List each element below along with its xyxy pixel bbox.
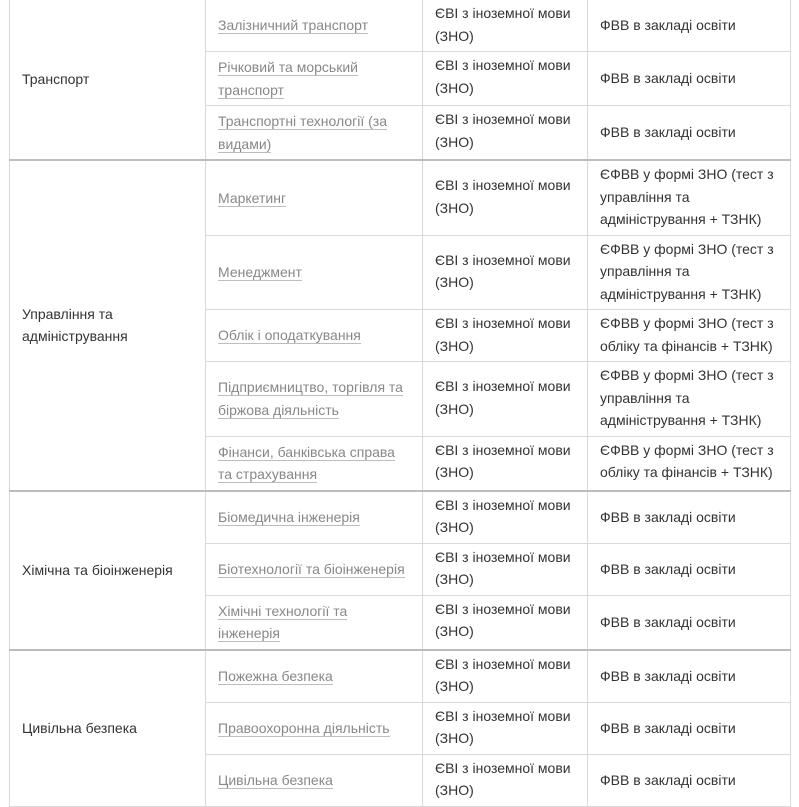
specialty-link[interactable]: Підприємництво, торгівля та біржова діяльність [218,379,403,418]
evi-cell: ЄВІ з іноземної мови (ЗНО) [423,491,588,544]
fvv-cell: ФВВ в закладі освіти [588,543,791,595]
specialty-link[interactable]: Залізничний транспорт [218,17,369,34]
specialty-link[interactable]: Фінанси, банківська справа та страхування [218,443,395,482]
fvv-cell: ФВВ в закладі освіти [588,491,791,544]
table-row [10,160,791,235]
fvv-cell: ФВВ в закладі освіти [588,106,791,161]
specialty-cell [206,754,423,806]
specialty-link[interactable]: Менеджмент [218,264,302,280]
specialty-cell [206,0,423,52]
fvv-cell: ФВВ в закладі освіти [588,702,791,754]
specialty-link[interactable]: Правоохоронна діяльність [218,719,390,736]
fvv-cell: ЄФВВ у формі ЗНО (тест з обліку та фінансів + ТЗНК) [588,310,791,362]
evi-cell: ЄВІ з іноземної мови (ЗНО) [423,650,588,703]
specialty-link[interactable]: Біотехнології та біоінженерія [218,560,405,577]
evi-cell: ЄВІ з іноземної мови (ЗНО) [423,595,588,650]
specialty-cell [206,52,423,106]
specialty-link[interactable]: Річковий та морський транспорт [218,59,358,98]
specialties-table [9,0,791,807]
specialty-cell [206,595,423,650]
specialty-link[interactable]: Біомедична інженерія [218,508,360,525]
evi-cell: ЄВІ з іноземної мови (ЗНО) [423,702,588,754]
fvv-cell: ЄФВВ у формі ЗНО (тест з обліку та фінансів + ТЗНК) [588,436,791,491]
specialty-cell [206,702,423,754]
evi-cell: ЄВІ з іноземної мови (ЗНО) [423,436,588,491]
category-cell: Транспорт [10,0,206,160]
evi-cell: ЄВІ з іноземної мови (ЗНО) [423,754,588,806]
fvv-cell: ФВВ в закладі освіти [588,754,791,806]
category-cell: Цивільна безпека [10,650,206,807]
table-row [10,0,791,52]
specialty-link[interactable]: Транспортні технології (за видами) [218,113,387,152]
evi-cell: ЄВІ з іноземної мови (ЗНО) [423,543,588,595]
specialty-cell [206,491,423,544]
evi-cell: ЄВІ з іноземної мови (ЗНО) [423,106,588,161]
specialty-link[interactable]: Хімічні технології та інженерія [218,602,348,641]
specialty-link[interactable]: Пожежна безпека [218,667,333,684]
specialty-cell [206,160,423,235]
table-row [10,650,791,703]
fvv-cell: ФВВ в закладі освіти [588,52,791,106]
evi-cell: ЄВІ з іноземної мови (ЗНО) [423,362,588,437]
specialty-link[interactable]: Облік і оподаткування [218,327,361,344]
specialty-cell [206,362,423,437]
category-cell: Управління та адміністрування [10,160,206,491]
specialty-link[interactable]: Цивільна безпека [218,771,333,788]
specialty-cell [206,543,423,595]
evi-cell: ЄВІ з іноземної мови (ЗНО) [423,310,588,362]
fvv-cell: ЄФВВ у формі ЗНО (тест з управління та адміністрування + ТЗНК) [588,362,791,437]
fvv-cell: ФВВ в закладі освіти [588,595,791,650]
evi-cell: ЄВІ з іноземної мови (ЗНО) [423,235,588,310]
evi-cell: ЄВІ з іноземної мови (ЗНО) [423,160,588,235]
specialty-cell [206,106,423,161]
specialty-cell [206,650,423,703]
evi-cell: ЄВІ з іноземної мови (ЗНО) [423,52,588,106]
specialty-link[interactable]: Маркетинг [218,189,287,206]
category-cell: Хімічна та біоінженерія [10,491,206,650]
fvv-cell: ЄФВВ у формі ЗНО (тест з управління та адміністрування + ТЗНК) [588,160,791,235]
evi-cell: ЄВІ з іноземної мови (ЗНО) [423,0,588,52]
fvv-cell: ФВВ в закладі освіти [588,0,791,52]
fvv-cell: ЄФВВ у формі ЗНО (тест з управління та адміністрування + ТЗНК) [588,235,791,310]
fvv-cell: ФВВ в закладі освіти [588,650,791,703]
specialty-cell [206,235,423,310]
specialty-cell [206,436,423,491]
table-row [10,491,791,544]
specialty-cell [206,310,423,362]
